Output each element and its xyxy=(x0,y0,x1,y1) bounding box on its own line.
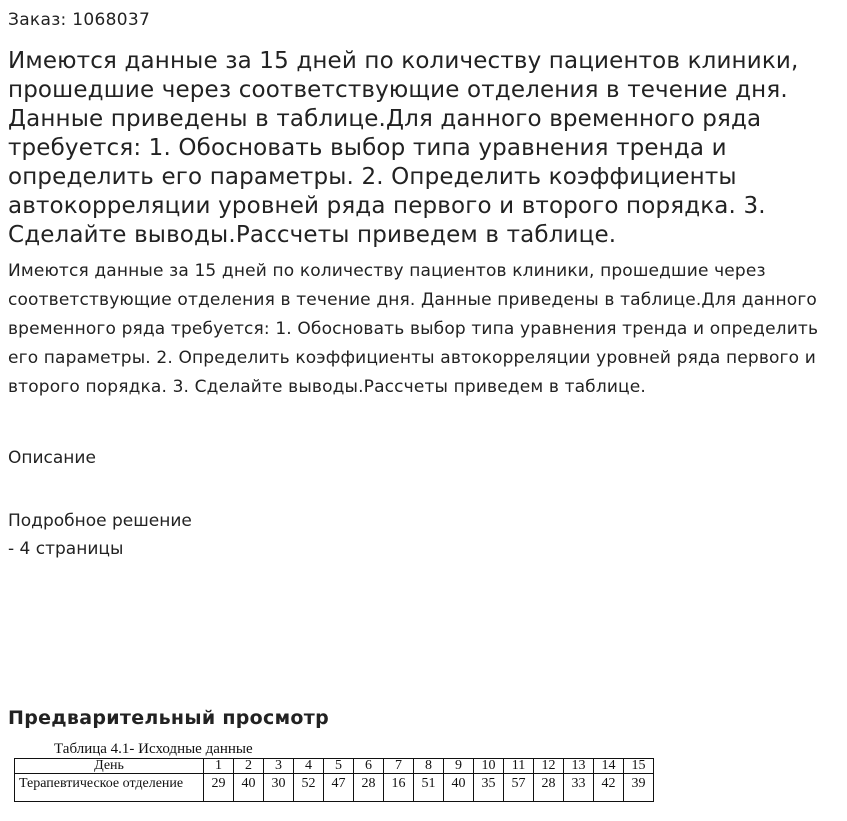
table-value-cell: 16 xyxy=(384,774,414,802)
table-day-cell: 8 xyxy=(414,759,444,774)
table-day-cell: 12 xyxy=(534,759,564,774)
table-value-cell: 28 xyxy=(354,774,384,802)
table-row-label: Терапевтическое отделение xyxy=(15,774,204,802)
table-value-cell: 40 xyxy=(444,774,474,802)
table-day-cell: 3 xyxy=(264,759,294,774)
table-value-cell: 42 xyxy=(594,774,624,802)
table-value-cell: 47 xyxy=(324,774,354,802)
table-day-cell: 4 xyxy=(294,759,324,774)
task-description: Имеются данные за 15 дней по количеству пациентов клиники, прошедшие через соответствующие отделения в течение дня. Данные приведены в таблице.Для данного временного ряда требуется: 1. Обосновать выбор типа уравнения тренда и определить его параметры. 2. Определить коэффициенты автокорреляции уровней ряда первого и второго порядка. 3. Сделайте выводы.Рассчеты приведем в таблице. xyxy=(8,261,819,397)
table-value-cell: 40 xyxy=(234,774,264,802)
table-value-cell: 28 xyxy=(534,774,564,802)
solution-type: Подробное решение xyxy=(8,511,192,531)
data-table xyxy=(14,758,654,802)
table-value-cell: 35 xyxy=(474,774,504,802)
table-row xyxy=(15,774,654,802)
table-day-cell: 14 xyxy=(594,759,624,774)
table-value-cell: 39 xyxy=(624,774,654,802)
preview-heading: Предварительный просмотр xyxy=(8,707,329,729)
table-header-label: День xyxy=(15,759,204,774)
section-label: Описание xyxy=(8,448,96,468)
preview-caption: Таблица 4.1- Исходные данные xyxy=(54,741,253,757)
solution-pages: - 4 страницы xyxy=(8,539,124,559)
table-value-cell: 57 xyxy=(504,774,534,802)
table-day-cell: 7 xyxy=(384,759,414,774)
table-day-cell: 6 xyxy=(354,759,384,774)
table-day-cell: 15 xyxy=(624,759,654,774)
table-day-cell: 2 xyxy=(234,759,264,774)
page-title: Имеются данные за 15 дней по количеству пациентов клиники, прошедшие через соответствующие отделения в течение дня. Данные приведены в таблице.Для данного временного ряда требуется: 1. Обосновать выбор типа уравнения тренда и определить его параметры. 2. Определить коэффициенты автокорреляции уровней ряда первого и второго порядка. 3. Сделайте выводы.Рассчеты приведем в таблице. xyxy=(8,48,799,248)
table-value-cell: 33 xyxy=(564,774,594,802)
table-day-cell: 11 xyxy=(504,759,534,774)
table-day-cell: 9 xyxy=(444,759,474,774)
table-day-cell: 13 xyxy=(564,759,594,774)
table-value-cell: 29 xyxy=(204,774,234,802)
order-number: Заказ: 1068037 xyxy=(8,10,151,30)
table-value-cell: 52 xyxy=(294,774,324,802)
table-day-cell: 5 xyxy=(324,759,354,774)
table-day-cell: 1 xyxy=(204,759,234,774)
table-header-row xyxy=(15,759,654,774)
table-day-cell: 10 xyxy=(474,759,504,774)
table-value-cell: 30 xyxy=(264,774,294,802)
preview-image xyxy=(14,739,674,819)
table-value-cell: 51 xyxy=(414,774,444,802)
